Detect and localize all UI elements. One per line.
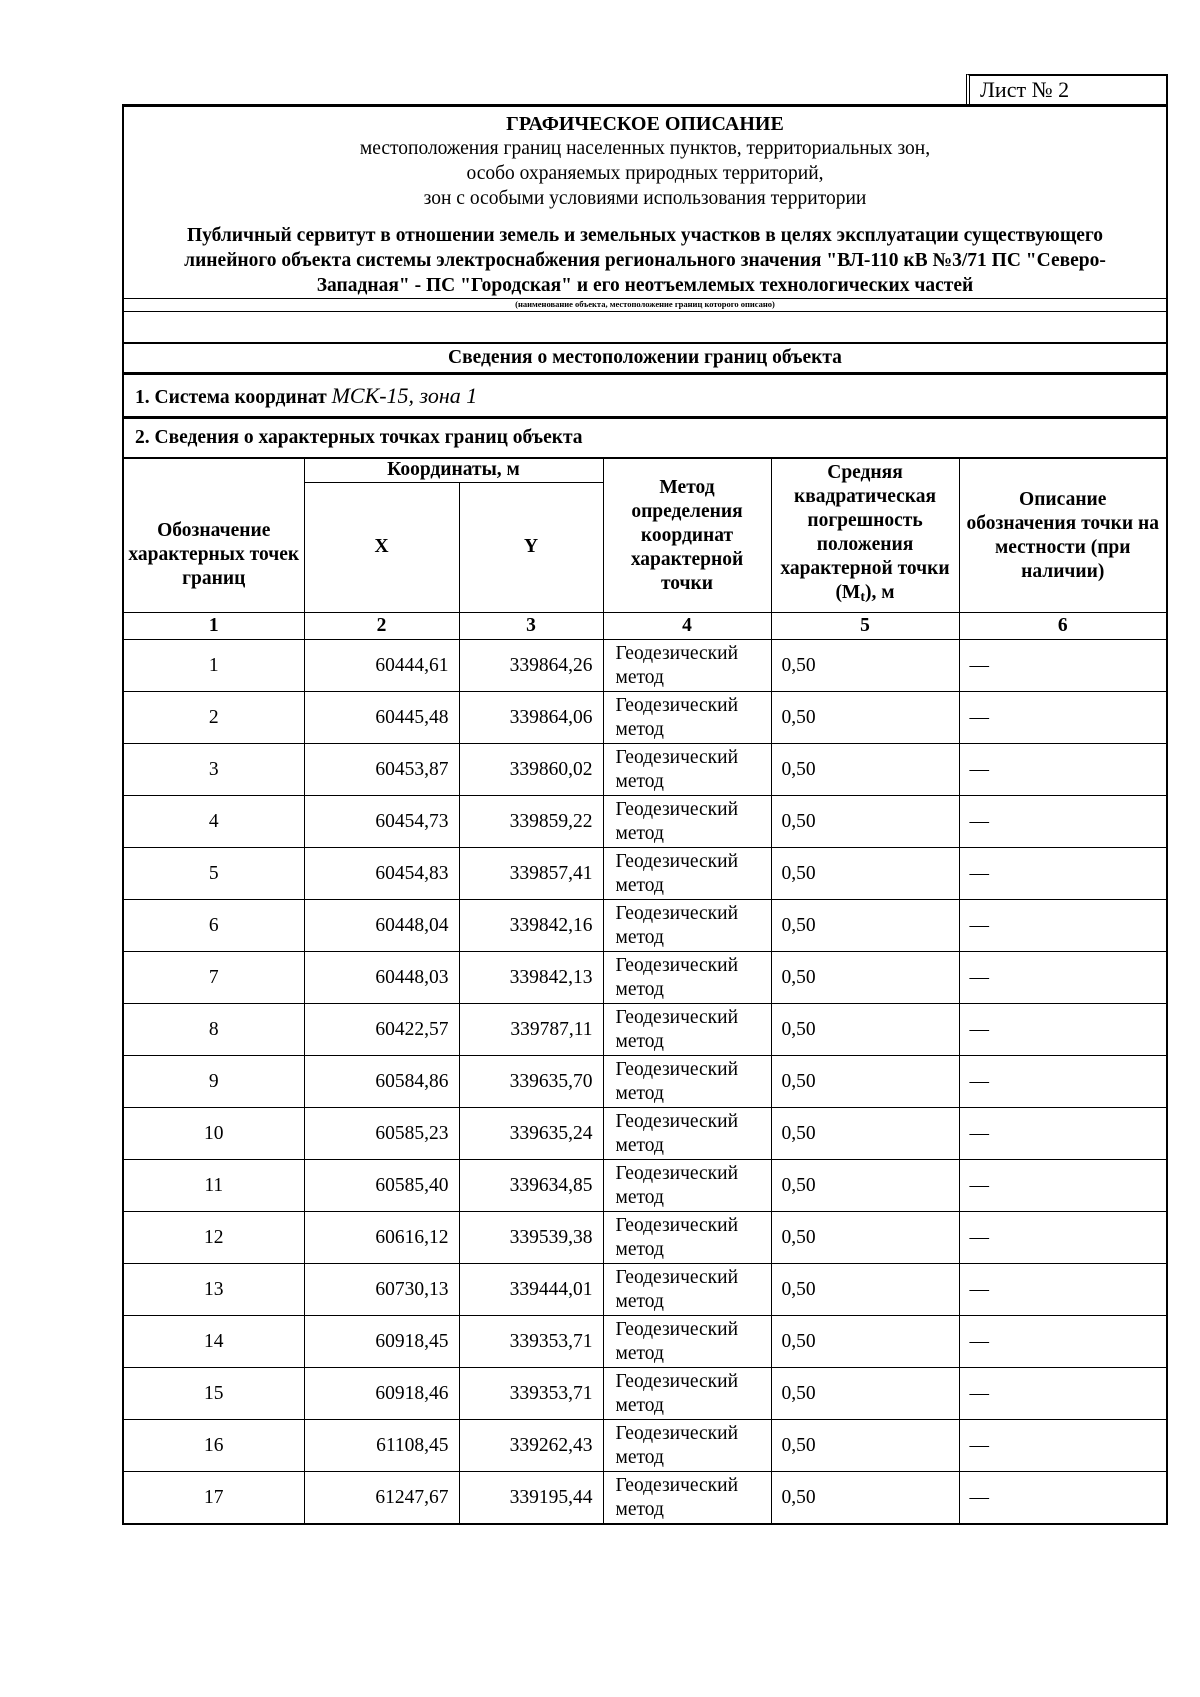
header-y: Y <box>459 482 603 612</box>
point-method: Геодезический метод <box>603 1004 771 1056</box>
point-number: 7 <box>124 952 304 1004</box>
point-number: 6 <box>124 900 304 952</box>
table-row <box>124 1108 1166 1160</box>
empty-row <box>124 311 1166 342</box>
point-number: 14 <box>124 1316 304 1368</box>
point-accuracy: 0,50 <box>771 1472 959 1524</box>
point-x: 60584,86 <box>304 1056 459 1108</box>
point-accuracy: 0,50 <box>771 1316 959 1368</box>
point-x: 60422,57 <box>304 1004 459 1056</box>
point-x: 60918,46 <box>304 1368 459 1420</box>
point-accuracy: 0,50 <box>771 1420 959 1472</box>
point-accuracy: 0,50 <box>771 1368 959 1420</box>
table-row <box>124 900 1166 952</box>
point-x: 60454,73 <box>304 796 459 848</box>
point-y: 339539,38 <box>459 1212 603 1264</box>
table-row <box>124 1264 1166 1316</box>
point-number: 11 <box>124 1160 304 1212</box>
point-method: Геодезический метод <box>603 1264 771 1316</box>
table-row <box>124 848 1166 900</box>
point-description: — <box>959 1472 1166 1524</box>
point-method: Геодезический метод <box>603 1316 771 1368</box>
point-x: 61247,67 <box>304 1472 459 1524</box>
column-number: 2 <box>304 613 459 640</box>
table-row <box>124 1420 1166 1472</box>
point-accuracy: 0,50 <box>771 900 959 952</box>
point-description: — <box>959 1420 1166 1472</box>
point-description: — <box>959 1108 1166 1160</box>
point-description: — <box>959 1212 1166 1264</box>
point-x: 60453,87 <box>304 744 459 796</box>
point-x: 61108,45 <box>304 1420 459 1472</box>
point-accuracy: 0,50 <box>771 1160 959 1212</box>
point-accuracy: 0,50 <box>771 952 959 1004</box>
table-row <box>124 796 1166 848</box>
point-x: 60585,40 <box>304 1160 459 1212</box>
point-accuracy: 0,50 <box>771 640 959 692</box>
point-method: Геодезический метод <box>603 1160 771 1212</box>
column-number: 6 <box>959 613 1166 640</box>
point-method: Геодезический метод <box>603 692 771 744</box>
point-method: Геодезический метод <box>603 1108 771 1160</box>
point-x: 60445,48 <box>304 692 459 744</box>
point-method: Геодезический метод <box>603 1056 771 1108</box>
document-subtitle-line: особо охраняемых природных территорий, <box>466 163 824 184</box>
table-row <box>124 952 1166 1004</box>
point-y: 339787,11 <box>459 1004 603 1056</box>
graphic-description-document <box>122 104 1168 1525</box>
point-number: 10 <box>124 1108 304 1160</box>
point-y: 339842,13 <box>459 952 603 1004</box>
point-description: — <box>959 848 1166 900</box>
column-number: 1 <box>124 613 304 640</box>
point-y: 339353,71 <box>459 1368 603 1420</box>
point-y: 339262,43 <box>459 1420 603 1472</box>
points-table-body <box>124 640 1166 1524</box>
header-coordinates: Координаты, м <box>304 458 603 482</box>
point-number: 1 <box>124 640 304 692</box>
object-caption: (наименование объекта, местоположение границ которого описано) <box>124 298 1166 311</box>
point-method: Геодезический метод <box>603 744 771 796</box>
point-accuracy: 0,50 <box>771 744 959 796</box>
point-description: — <box>959 1004 1166 1056</box>
points-table <box>124 457 1166 1523</box>
document-header <box>124 107 1166 298</box>
coordinate-system-label: 1. Система координат <box>135 387 327 408</box>
point-description: — <box>959 640 1166 692</box>
column-number: 5 <box>771 613 959 640</box>
point-number: 13 <box>124 1264 304 1316</box>
point-number: 5 <box>124 848 304 900</box>
point-y: 339860,02 <box>459 744 603 796</box>
point-number: 3 <box>124 744 304 796</box>
point-y: 339634,85 <box>459 1160 603 1212</box>
table-row <box>124 640 1166 692</box>
point-x: 60444,61 <box>304 640 459 692</box>
point-number: 12 <box>124 1212 304 1264</box>
point-accuracy: 0,50 <box>771 1056 959 1108</box>
point-description: — <box>959 1056 1166 1108</box>
section-title: Сведения о местоположении границ объекта <box>124 342 1166 372</box>
point-number: 17 <box>124 1472 304 1524</box>
point-method: Геодезический метод <box>603 1420 771 1472</box>
point-x: 60585,23 <box>304 1108 459 1160</box>
point-y: 339353,71 <box>459 1316 603 1368</box>
table-row <box>124 1056 1166 1108</box>
table-row <box>124 692 1166 744</box>
point-description: — <box>959 952 1166 1004</box>
column-number: 3 <box>459 613 603 640</box>
point-x: 60448,03 <box>304 952 459 1004</box>
point-y: 339864,26 <box>459 640 603 692</box>
table-row <box>124 1212 1166 1264</box>
header-method: Метод определения координат характерной точки <box>603 458 771 613</box>
point-description: — <box>959 796 1166 848</box>
point-y: 339635,24 <box>459 1108 603 1160</box>
document-subtitle-line: местоположения границ населенных пунктов, территориальных зон, <box>359 138 931 159</box>
point-number: 9 <box>124 1056 304 1108</box>
point-y: 339842,16 <box>459 900 603 952</box>
point-method: Геодезический метод <box>603 900 771 952</box>
table-row <box>124 1316 1166 1368</box>
table-row <box>124 744 1166 796</box>
point-description: — <box>959 1368 1166 1420</box>
header-designation: Обозначение характерных точек границ <box>124 458 304 613</box>
point-number: 16 <box>124 1420 304 1472</box>
point-method: Геодезический метод <box>603 848 771 900</box>
point-accuracy: 0,50 <box>771 1264 959 1316</box>
point-method: Геодезический метод <box>603 1472 771 1524</box>
point-x: 60454,83 <box>304 848 459 900</box>
document-subtitle-line: зон с особыми условиями использования территории <box>423 188 867 209</box>
header-x: X <box>304 482 459 612</box>
point-method: Геодезический метод <box>603 952 771 1004</box>
point-y: 339444,01 <box>459 1264 603 1316</box>
points-section-title: 2. Сведения о характерных точках границ объекта <box>124 416 1166 457</box>
point-description: — <box>959 744 1166 796</box>
point-y: 339635,70 <box>459 1056 603 1108</box>
point-number: 2 <box>124 692 304 744</box>
point-number: 4 <box>124 796 304 848</box>
point-accuracy: 0,50 <box>771 848 959 900</box>
table-row <box>124 1472 1166 1524</box>
point-method: Геодезический метод <box>603 640 771 692</box>
header-description: Описание обозначения точки на местности (при наличии) <box>959 458 1166 613</box>
point-x: 60918,45 <box>304 1316 459 1368</box>
point-y: 339195,44 <box>459 1472 603 1524</box>
point-x: 60616,12 <box>304 1212 459 1264</box>
point-description: — <box>959 1160 1166 1212</box>
point-x: 60730,13 <box>304 1264 459 1316</box>
table-row <box>124 1368 1166 1420</box>
point-description: — <box>959 900 1166 952</box>
point-y: 339859,22 <box>459 796 603 848</box>
point-method: Геодезический метод <box>603 1368 771 1420</box>
coordinate-system-value: МСК-15, зона 1 <box>331 383 478 408</box>
point-y: 339857,41 <box>459 848 603 900</box>
table-row <box>124 1160 1166 1212</box>
table-row <box>124 1004 1166 1056</box>
point-description: — <box>959 692 1166 744</box>
point-accuracy: 0,50 <box>771 692 959 744</box>
coordinate-system-row <box>124 372 1166 416</box>
point-accuracy: 0,50 <box>771 1004 959 1056</box>
point-accuracy: 0,50 <box>771 1212 959 1264</box>
point-method: Геодезический метод <box>603 796 771 848</box>
point-y: 339864,06 <box>459 692 603 744</box>
point-accuracy: 0,50 <box>771 796 959 848</box>
column-number: 4 <box>603 613 771 640</box>
point-number: 8 <box>124 1004 304 1056</box>
sheet-number: Лист № 2 <box>966 74 1168 104</box>
point-x: 60448,04 <box>304 900 459 952</box>
document-title: ГРАФИЧЕСКОЕ ОПИСАНИЕ <box>506 113 784 135</box>
object-name: Публичный сервитут в отношении земель и земельных участков в целях эксплуатации существующего линейного объекта системы электроснабжения регионального значения "ВЛ-110 кВ №3/71 ПС "Северо-Западная" - ПС "Городская" и его неотъемлемых технологических частей <box>184 225 1106 296</box>
point-description: — <box>959 1316 1166 1368</box>
point-method: Геодезический метод <box>603 1212 771 1264</box>
point-number: 15 <box>124 1368 304 1420</box>
point-description: — <box>959 1264 1166 1316</box>
header-accuracy: Средняя квадратическая погрешность положения характерной точки $(M_t)$, м <box>771 458 959 613</box>
point-accuracy: 0,50 <box>771 1108 959 1160</box>
